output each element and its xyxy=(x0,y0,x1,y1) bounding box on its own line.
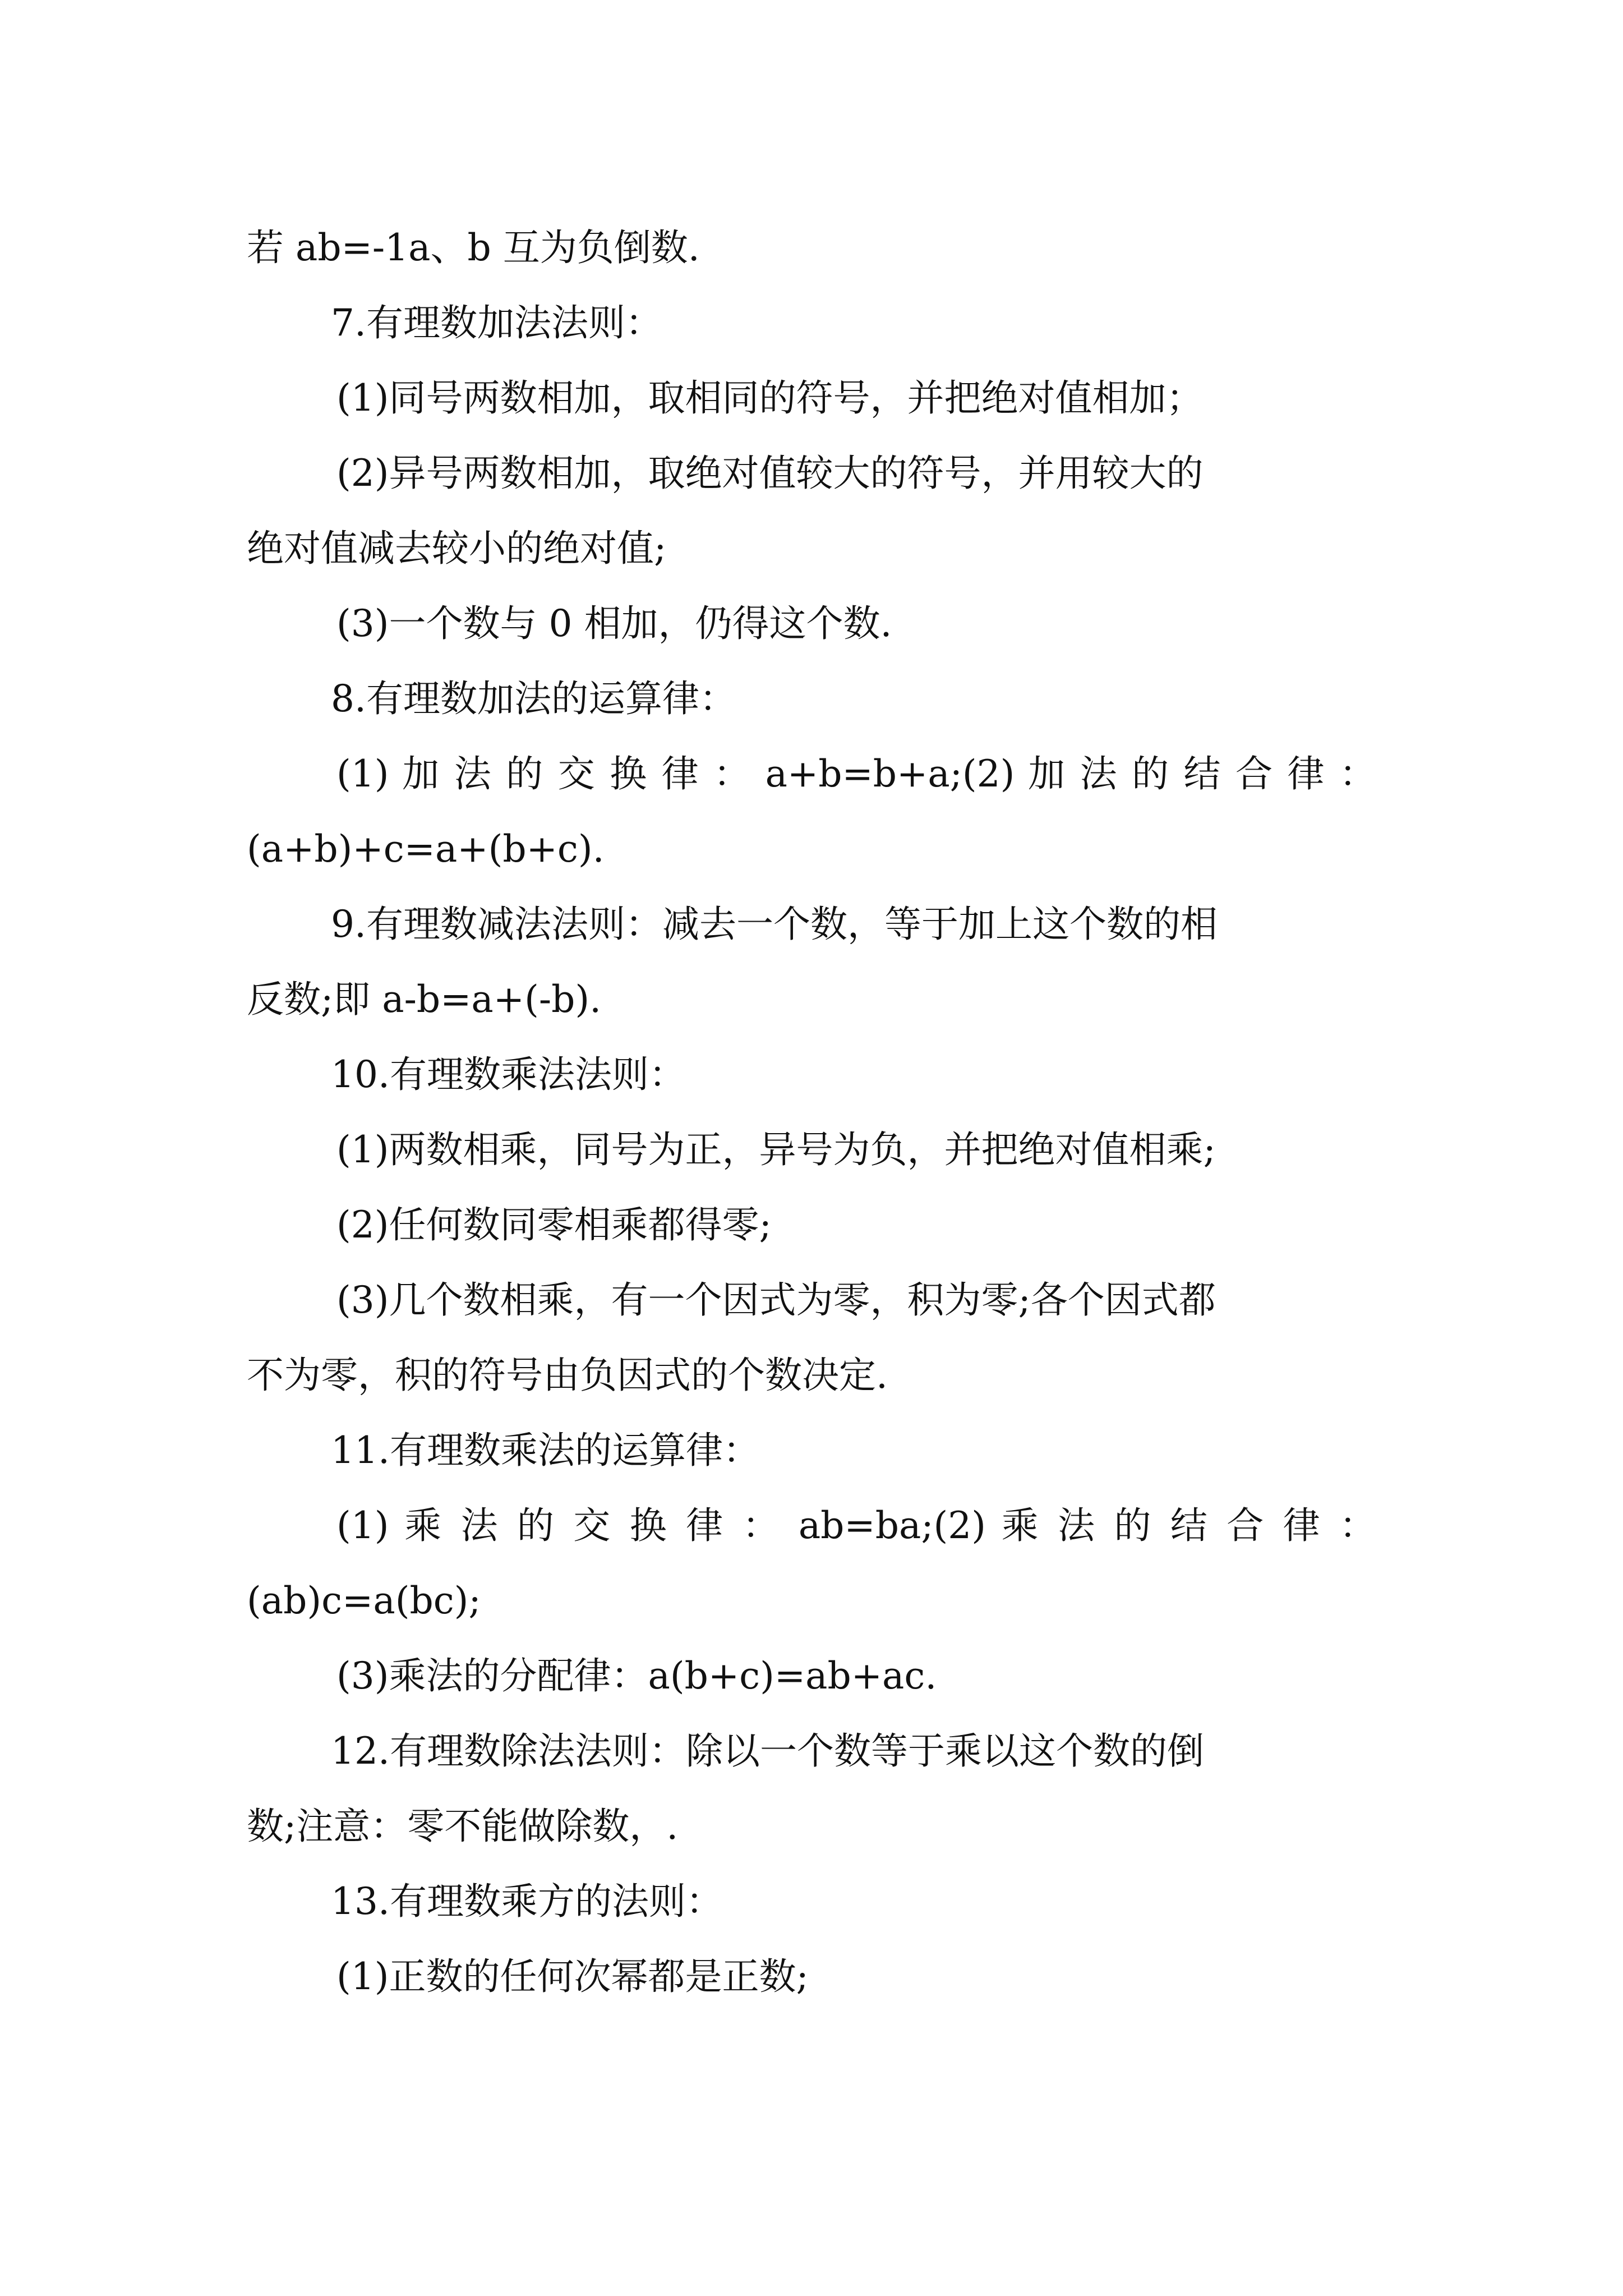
text-line: (3)一个数与 0 相加，仍得这个数. xyxy=(336,602,892,645)
section-heading: 12.有理数除法法则：除以一个数等于乘以这个数的倒 xyxy=(331,1729,1204,1773)
text-line: (1)同号两数相加，取相同的符号，并把绝对值相加； xyxy=(336,376,1204,420)
text-line: 绝对值减去较小的绝对值; xyxy=(247,527,667,570)
text-line: (1)正数的任何次幂都是正数; xyxy=(336,1955,809,1998)
section-heading: 11.有理数乘法的运算律： xyxy=(331,1429,760,1472)
section-heading: 8.有理数加法的运算律： xyxy=(331,677,736,720)
text-line: (2)异号两数相加，取绝对值较大的符号，并用较大的 xyxy=(336,452,1204,495)
text-line: (1) 乘 法 的 交 换 律 ： ab=ba;(2) 乘 法 的 结 合 律 ： xyxy=(336,1504,1376,1547)
text-line: (ab)c=a(bc); xyxy=(247,1579,481,1622)
text-line: (1)两数相乘，同号为正，异号为负，并把绝对值相乘; xyxy=(336,1128,1216,1171)
section-heading: 9.有理数减法法则：减去一个数，等于加上这个数的相 xyxy=(331,903,1218,946)
section-heading: 13.有理数乘方的法则： xyxy=(331,1880,723,1923)
text-line: 若 ab=-1a、b 互为负倒数. xyxy=(247,226,700,269)
section-heading: 10.有理数乘法法则： xyxy=(331,1053,686,1096)
section-heading: 7.有理数加法法则： xyxy=(331,301,662,344)
text-line: 数;注意：零不能做除数，. xyxy=(247,1805,679,1848)
text-line: 反数;即 a-b=a+(-b). xyxy=(247,978,602,1021)
text-line: (3)几个数相乘，有一个因式为零，积为零;各个因式都 xyxy=(336,1278,1216,1322)
document-body xyxy=(247,210,1376,2014)
text-line: 不为零，积的符号由负因式的个数决定. xyxy=(247,1354,888,1397)
text-line: (3)乘法的分配律：a(b+c)=ab+ac. xyxy=(336,1654,937,1697)
text-line: (1) 加 法 的 交 换 律 ： a+b=b+a;(2) 加 法 的 结 合 律 ： xyxy=(336,752,1376,795)
text-line: (a+b)+c=a+(b+c). xyxy=(247,827,605,871)
text-line: (2)任何数同零相乘都得零; xyxy=(336,1203,772,1246)
